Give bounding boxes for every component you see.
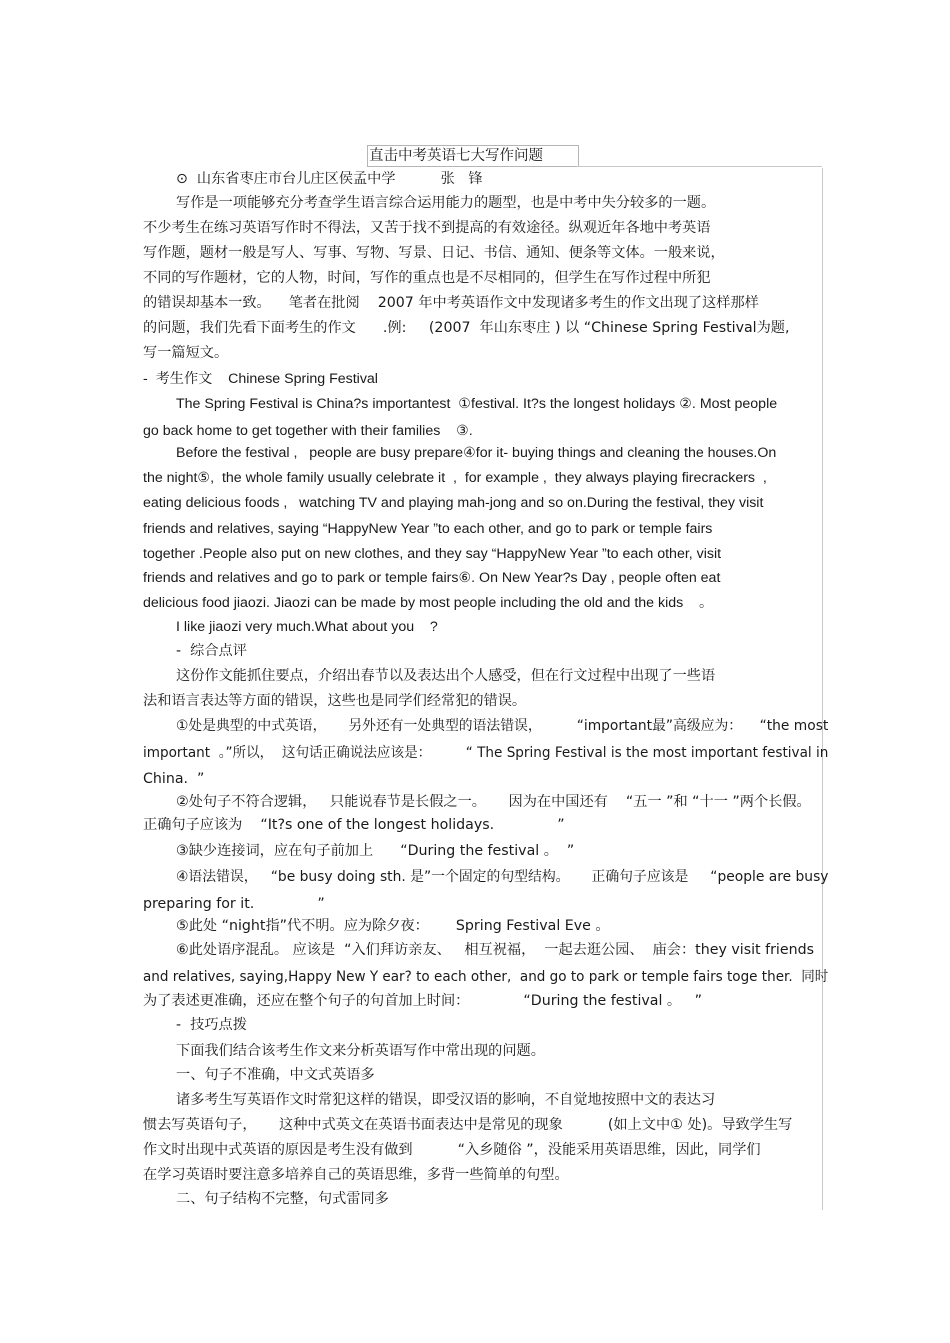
page-title: [367, 145, 579, 167]
comment-line: ③缺少连接词，应在句子前加上 “During the festival 。 ”: [176, 843, 575, 859]
intro-line: 不同的写作题材，它的人物，时间，写作的重点也是不尽相同的，但学生在写作过程中所犯: [143, 270, 711, 286]
essay-line: the night⑤, the whole family usually celebrate it , for example , they always playing firecrackers ,: [143, 470, 767, 486]
tips-subheading: 二、句子结构不完整，句式雷同多: [176, 1191, 389, 1207]
comment-line: ①处是典型的中式英语， 另外还有一处典型的语法错误， “important最”高级应为： “the most: [176, 718, 829, 734]
essay-line: go back home to get together with their families ③.: [143, 423, 473, 439]
intro-line: 的问题，我们先看下面考生的作文 .例: (2007 年山东枣庄 ) 以 “Chinese Spring Festival为题,: [143, 320, 790, 336]
comment-line: 法和语言表达等方面的错误，这些也是同学们经常犯的错误。: [143, 693, 527, 709]
essay-line: The Spring Festival is China?s importantest ①festival. It?s the longest holidays ②. Most people: [176, 396, 778, 412]
comment-line: China. ”: [143, 771, 205, 787]
comment-line: ⑥此处语序混乱。 应该是 “入们拜访亲友、 相互祝福， 一起去逛公园、 庙会：they visit friends: [176, 942, 814, 958]
comment-line: and relatives, saying,Happy New Y ear? to each other, and go to park or temple fairs toge ther. 同时: [143, 969, 829, 985]
essay-line: I like jiaozi very much.What about you ?: [176, 619, 438, 635]
intro-line: 写作是一项能够充分考查学生语言综合运用能力的题型，也是中考中失分较多的一题。: [176, 195, 716, 211]
essay-line: together .People also put on new clothes, and they say “HappyNew Year ”to each other, visit: [143, 546, 722, 562]
intro-line: 写作题，题材一般是写人、写事、写物、写景、日记、书信、通知、便条等文体。一般来说，: [143, 245, 725, 261]
intro-line: 不少考生在练习英语写作时不得法，又苦于找不到提高的有效途径。纵观近年各地中考英语: [143, 220, 711, 236]
intro-line: 的错误却基本一致。 笔者在批阅 2007 年中考英语作文中发现诸多考生的作文出现了这样那样: [143, 295, 759, 311]
comment-line: ②处句子不符合逻辑， 只能说春节是长假之一。 因为在中国还有 “五一 ”和 “十一 ”两个长假。: [176, 794, 811, 810]
author-line: ⊙ 山东省枣庄市台儿庄区侯孟中学 张 锋: [176, 171, 483, 187]
tips-heading: - 技巧点拨: [176, 1017, 247, 1033]
comment-line: ⑤此处 “night指”代不明。应为除夕夜： Spring Festival Eve 。: [176, 918, 610, 934]
title-text: 直击中考英语七大写作问题: [369, 148, 543, 164]
tips-line: 在学习英语时要注意多培养自己的英语思维，多背一些简单的句型。: [143, 1167, 569, 1183]
essay-line: friends and relatives and go to park or temple fairs⑥. On New Year?s Day , people often eat: [143, 570, 721, 586]
tips-line: 下面我们结合该考生作文来分析英语写作中常出现的问题。: [176, 1043, 545, 1059]
essay-line: friends and relatives, saying “HappyNew Year ”to each other, and go to park or temple fairs: [143, 521, 713, 537]
comment-line: 正确句子应该为 “It?s one of the longest holidays. ”: [143, 817, 565, 833]
tips-line: 作文时出现中式英语的原因是考生没有做到 “入乡随俗 ”，没能采用英语思维，因此，同学们: [143, 1142, 761, 1158]
tips-line: 惯去写英语句子， 这种中式英文在英语书面表达中是常见的现象 (如上文中① 处)。导致学生写: [143, 1117, 793, 1133]
tips-line: 诸多考生写英语作文时常犯这样的错误，即受汉语的影响，不自觉地按照中文的表达习: [176, 1092, 716, 1108]
intro-line: 写一篇短文。: [143, 345, 229, 361]
comment-line: important 。”所以， 这句话正确说法应该是： “ The Spring Festival is the most important festival in: [143, 745, 829, 761]
margin-rule: [822, 168, 823, 1210]
comment-line: preparing for it. ”: [143, 896, 325, 912]
essay-line: eating delicious foods , watching TV and playing mah-jong and so on.During the festival, they visit: [143, 495, 764, 511]
essay-line: Before the festival , people are busy prepare④for it- buying things and cleaning the houses.On: [176, 445, 777, 461]
comment-line: ④语法错误， “be busy doing sth. 是”一个固定的句型结构。 正确句子应该是 “people are busy: [176, 869, 829, 885]
title-rule: [577, 166, 822, 167]
comment-line: 为了表述更准确，还应在整个句子的句首加上时间： “During the festival 。 ”: [143, 993, 703, 1009]
tips-subheading: 一、句子不准确，中文式英语多: [176, 1067, 375, 1083]
comment-heading: - 综合点评: [176, 643, 247, 659]
essay-line: delicious food jiaozi. Jiaozi can be made by most people including the old and the kids 。: [143, 595, 714, 611]
essay-heading: - 考生作文 Chinese Spring Festival: [143, 371, 378, 387]
comment-line: 这份作文能抓住要点，介绍出春节以及表达出个人感受，但在行文过程中出现了一些语: [176, 668, 716, 684]
